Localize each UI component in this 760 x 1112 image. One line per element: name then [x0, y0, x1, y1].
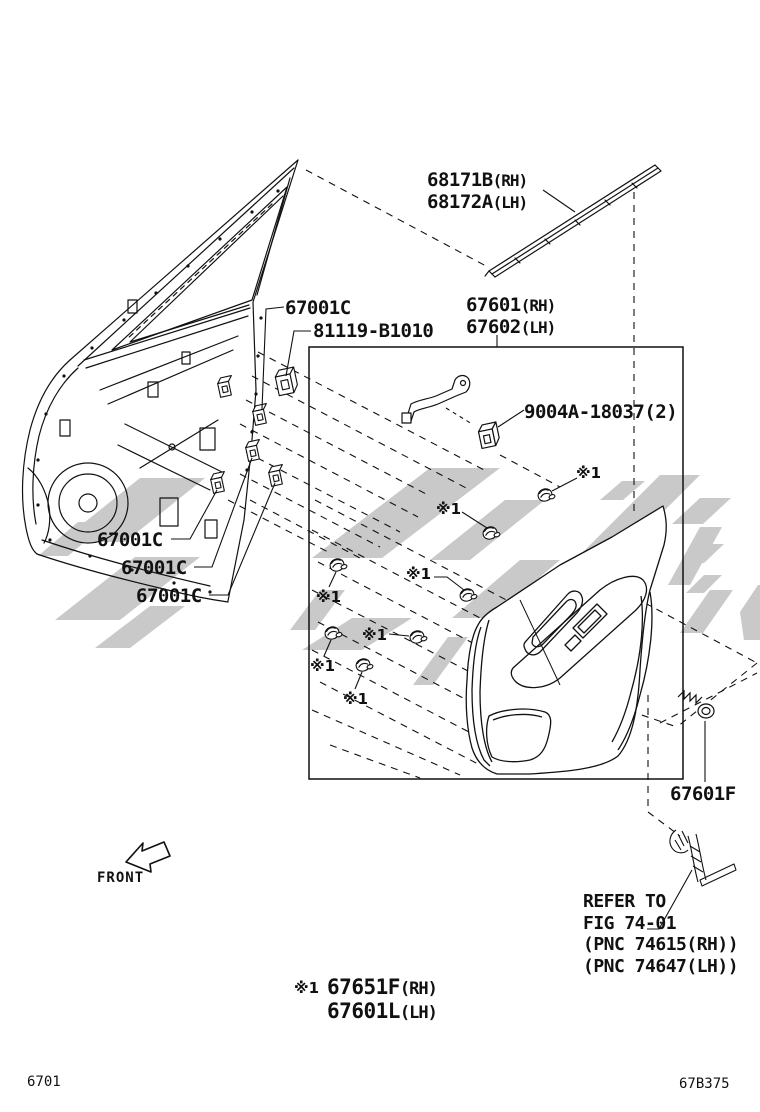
door-pull-part-drawing — [670, 830, 736, 886]
ref-mark-7: ※1 — [343, 690, 369, 708]
ref-mark-2: ※1 — [436, 500, 462, 518]
ref-mark-3: ※1 — [316, 588, 342, 606]
callout-clip-a: 67001C — [97, 529, 163, 551]
ref-mark-1: ※1 — [576, 464, 602, 482]
callout-bracket: 9004A-18037(2) — [524, 401, 678, 423]
page-code-right: 67B375 — [679, 1076, 730, 1092]
legend-ref1: ※1 67651F(RH) 67601L(LH) — [294, 975, 437, 1023]
ref-mark-5: ※1 — [310, 657, 336, 675]
ref-mark-4: ※1 — [406, 565, 432, 583]
callout-clip-b: 67001C — [121, 557, 187, 579]
door-trim-panel-drawing — [466, 506, 666, 774]
callout-clip-c: 67001C — [136, 585, 202, 607]
page-code-left: 6701 — [27, 1074, 61, 1090]
front-label: FRONT — [97, 870, 145, 886]
callout-screw: 67601F — [670, 783, 736, 805]
callout-trim-board: 67601(RH) 67602(LH) — [466, 294, 556, 338]
callout-weatherstrip: 68171B(RH) 68172A(LH) — [427, 169, 528, 213]
front-direction-arrow-icon — [126, 842, 170, 872]
callout-clip-top: 67001C — [285, 297, 351, 319]
callout-retainer: 81119-B1010 — [313, 320, 434, 342]
door-clip-retainers — [210, 367, 299, 493]
refer-note: REFER TO FIG 74-01 (PNC 74615(RH)) (PNC 74647(LH)) — [583, 891, 739, 977]
ref-mark-6: ※1 — [362, 626, 388, 644]
bracket-drawing — [402, 376, 501, 449]
